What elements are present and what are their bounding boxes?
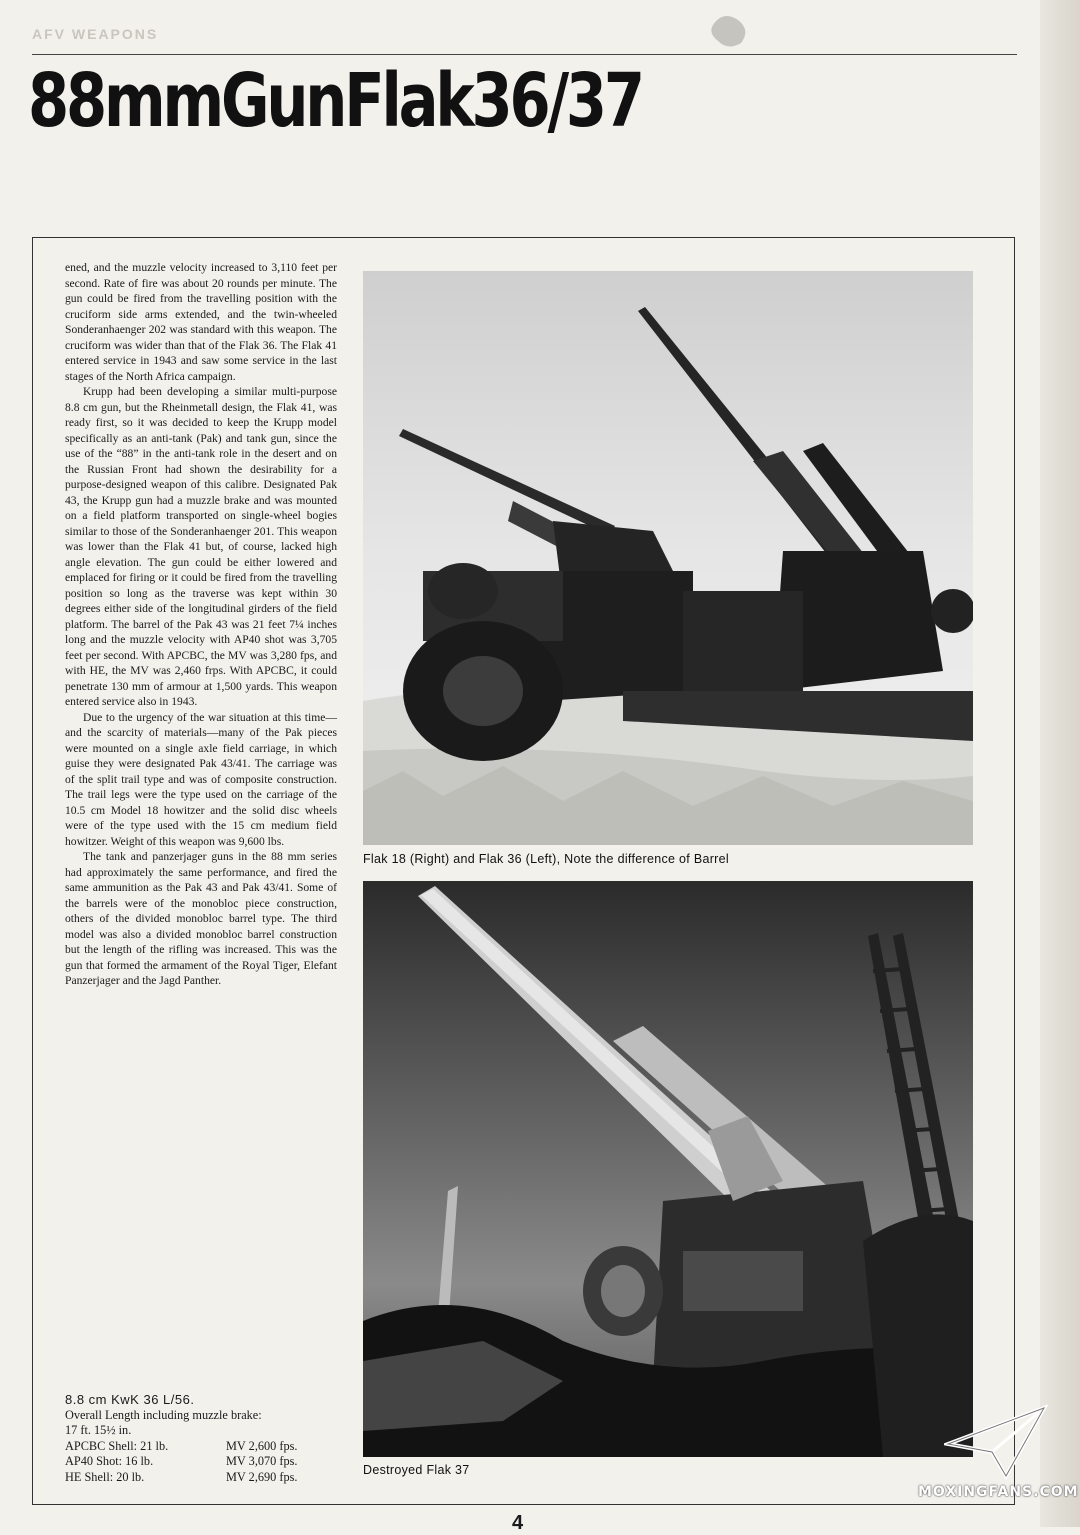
spec-row [65, 1439, 345, 1455]
spec-shell: APCBC Shell: 21 lb. [65, 1438, 169, 1453]
photo-destroyed-flak37 [363, 881, 973, 1457]
page-title: 88mmGunFlak36/37 [28, 58, 642, 144]
spec-mv: MV 2,600 fps. [226, 1438, 298, 1453]
paragraph: ened, and the muzzle velocity increased to 3,110 feet per second. Rate of fire was about 20 rounds per minute. The gun could be fired from the travelling position with the cruciform side arms extended, and the twin-wheeled Sonderanhaenger 202 was standard with this weapon. The cruciform was wider than that of the Flak 36. The Flak 41 entered service in 1943 and saw some service in the last stages of the North Africa campaign. [65, 261, 337, 383]
photo-flak18-flak36 [363, 271, 973, 845]
paragraph: Due to the urgency of the war situation at this time—and the scarcity of materials—many of the Pak pieces were mounted on a single axle field carriage, in which guise they were designated Pak 43/41. The carriage was of the split trail type and was of composite construction. The trail legs were the type used on the carriage of the 10.5 cm Model 18 howitzer and the solid disc wheels were of the type used with the 15 cm medium field howitzer. Weight of this weapon was 9,600 lbs. [65, 710, 337, 848]
spec-shell: HE Shell: 20 lb. [65, 1469, 145, 1484]
photo-caption: Flak 18 (Right) and Flak 36 (Left), Note the difference of Barrel [363, 852, 729, 866]
page-edge [1040, 0, 1080, 1527]
paragraph: The tank and panzerjager guns in the 88 mm series had approximately the same performance, and fired the same ammunition as the Pak 43 and Pak 43/41. Some of the barrels were of the monobloc piece construction, others of the divided monobloc barrel type. The third model was also a divided monobloc barrel construction but the length of the rifling was increased. This was the gun that formed the armament of the Royal Tiger, Elefant Panzerjager and the Jagd Panther. [65, 850, 337, 987]
photo-caption: Destroyed Flak 37 [363, 1463, 470, 1477]
paper-plane-icon [944, 1404, 1048, 1480]
page-number: 4 [512, 1512, 524, 1534]
spec-length-label: Overall Length including muzzle brake: [65, 1407, 262, 1422]
spec-shell: AP40 Shot: 16 lb. [65, 1454, 154, 1468]
spec-row [65, 1470, 345, 1486]
spec-length-value: 17 ft. 15½ in. [65, 1423, 132, 1437]
spec-title: 8.8 cm KwK 36 L/56. [65, 1392, 195, 1407]
header-rule [32, 54, 1017, 55]
header-label: AFV WEAPONS [32, 26, 159, 42]
article-text [65, 260, 337, 989]
spec-row [65, 1454, 345, 1470]
paragraph: Krupp had been developing a similar multi-purpose 8.8 cm gun, but the Rheinmetall design, the Flak 41, was ready first, so it was decided to keep the Krupp model specifically as an anti-tank (Pak) and tank gun, since the use of the “88” in the anti-tank role in the desert and on the Russian Front had shown the desirability for a purpose-designed weapon of this calibre. Designated Pak 43, the Krupp gun had a muzzle brake and was mounted on a field platform transported on single-wheel bogies similar to those of the Sonderanhaenger 201. This weapon was lower than the Flak 41 but, of course, lacked high angle elevation. The gun could be either lowered and emplaced for firing or it could be fired from the travelling position so long as the traverse was kept within 30 degrees either side of the longitudinal girders of the field platform. The barrel of the Pak 43 was 21 feet 7¼ inches long and the muzzle velocity with AP40 shot was 3,705 feet per second. With APCBC, the MV was 3,280 fps, and with HE, the MV was 2,460 frps. With APCBC, it could penetrate 130 mm of armour at 1,500 yards. This weapon entered service also in 1943. [65, 385, 337, 708]
ink-smudge [703, 5, 753, 55]
spec-mv: MV 2,690 fps. [226, 1469, 298, 1484]
spec-box [65, 1392, 345, 1485]
watermark: MOXINGFANS.COM [918, 1484, 1079, 1500]
spec-mv: MV 3,070 fps. [226, 1454, 298, 1468]
